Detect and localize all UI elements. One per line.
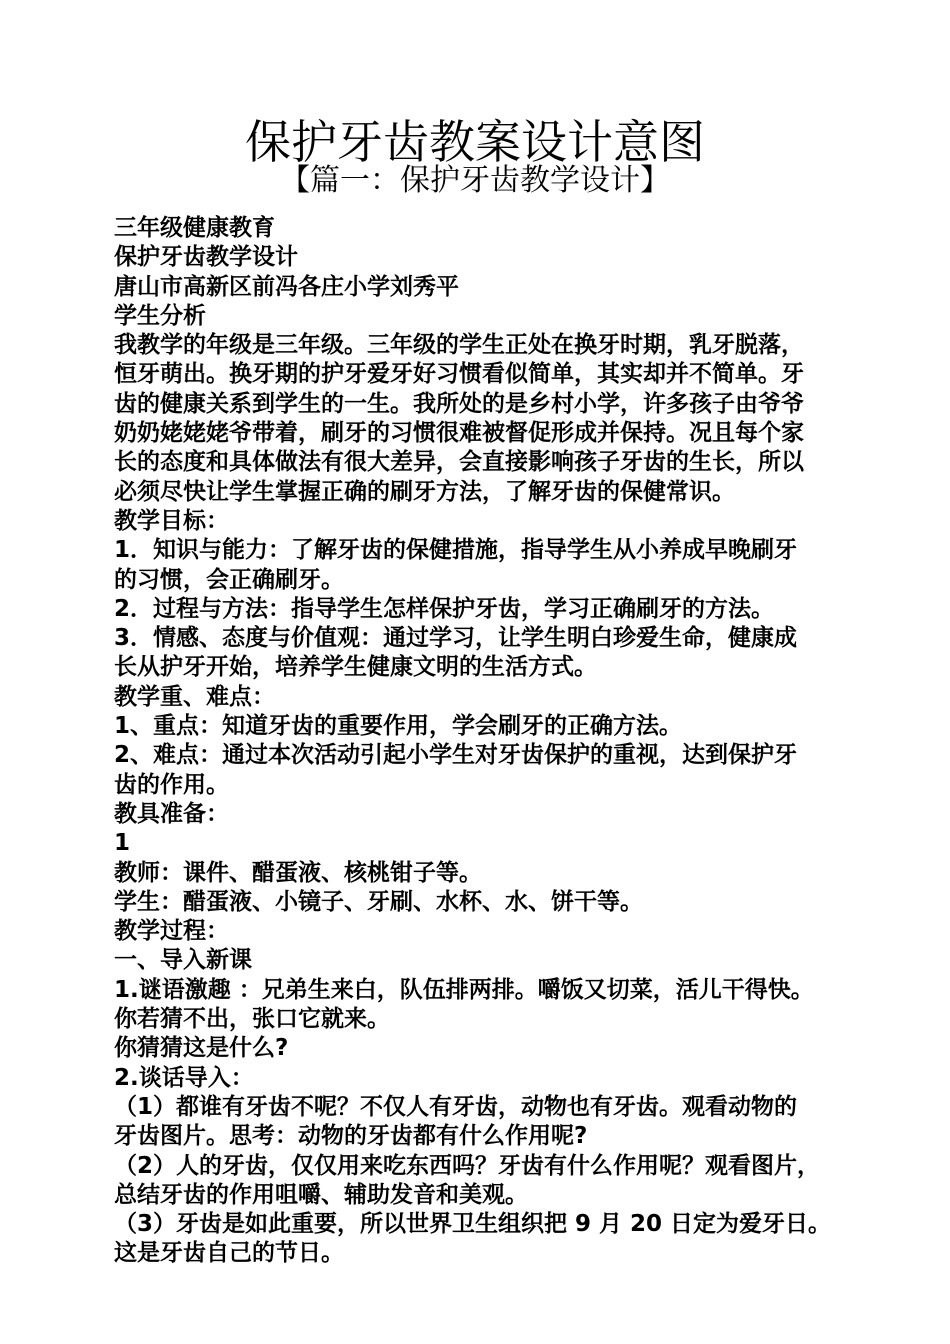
heading-conversation-intro: 2.谈话导入： <box>114 1064 254 1091</box>
goal-item: 3．情感、态度与价值观：通过学习，让学生明白珍爱生命，健康成 <box>114 625 798 652</box>
author-line: 唐山市高新区前冯各庄小学刘秀平 <box>114 273 459 300</box>
heading-teaching-goals: 教学目标： <box>114 507 229 534</box>
heading-design-title: 保护牙齿教学设计 <box>114 244 298 271</box>
goal-item-continued: 的习惯，会正确刷牙。 <box>114 566 344 593</box>
materials-teacher: 教师：课件、醋蛋液、核桃钳子等。 <box>114 859 482 886</box>
conversation-item: （1）都谁有牙齿不呢？不仅人有牙齿，动物也有牙齿。观看动物的 <box>114 1093 798 1120</box>
paragraph-line: 长的态度和具体做法有很大差异，会直接影响孩子牙齿的生长，所以 <box>114 449 804 476</box>
heading-teaching-process: 教学过程： <box>114 918 229 945</box>
conversation-item-continued: 这是牙齿自己的节日。 <box>114 1240 344 1267</box>
riddle-line: 1.谜语激趣 ：兄弟生来白，队伍排两排。嚼饭又切菜，活儿干得快。 <box>114 976 814 1003</box>
heading-key-points: 教学重、难点： <box>114 683 275 710</box>
document-body <box>114 214 844 1269</box>
paragraph-line: 奶奶姥姥姥爷带着，刷牙的习惯很难被督促形成并保持。况且每个家 <box>114 420 804 447</box>
key-point-item: 1、重点：知道牙齿的重要作用，学会刷牙的正确方法。 <box>114 713 683 740</box>
conversation-item: （2）人的牙齿，仅仅用来吃东西吗？牙齿有什么作用呢？观看图片， <box>114 1152 821 1179</box>
conversation-item-continued: 牙齿图片。思考：动物的牙齿都有什么作用呢? <box>114 1123 588 1150</box>
heading-introduction: 一、导入新课 <box>114 947 252 974</box>
riddle-line-continued: 你若猜不出，张口它就来。 <box>114 1006 390 1033</box>
paragraph-line: 必须尽快让学生掌握正确的刷牙方法，了解牙齿的保健常识。 <box>114 478 735 505</box>
key-point-item: 2、难点：通过本次活动引起小学生对牙齿保护的重视，达到保护牙 <box>114 742 798 769</box>
conversation-item: （3）牙齿是如此重要，所以世界卫生组织把 9 月 20 日定为爱牙日。 <box>114 1211 832 1238</box>
goal-item: 1．知识与能力：了解牙齿的保健措施，指导学生从小养成早晚刷牙 <box>114 537 798 564</box>
paragraph-line: 恒牙萌出。换牙期的护牙爱牙好习惯看似简单，其实却并不简单。牙 <box>114 361 804 388</box>
heading-student-analysis: 学生分析 <box>114 302 206 329</box>
heading-grade-health: 三年级健康教育 <box>114 215 275 241</box>
riddle-question: 你猜猜这是什么? <box>114 1035 289 1062</box>
document-title: 保护牙齿教案设计意图 <box>245 115 705 169</box>
heading-materials: 教具准备： <box>114 800 229 827</box>
materials-student: 学生：醋蛋液、小镜子、牙刷、水杯、水、饼干等。 <box>114 888 643 915</box>
conversation-item-continued: 总结牙齿的作用咀嚼、辅助发音和美观。 <box>114 1181 528 1208</box>
materials-number: 1 <box>114 830 131 857</box>
paragraph-line: 我教学的年级是三年级。三年级的学生正处在换牙时期，乳牙脱落， <box>114 332 804 359</box>
paragraph-line: 齿的健康关系到学生的一生。我所处的是乡村小学，许多孩子由爷爷 <box>114 390 804 417</box>
document-subtitle: 【篇一：保护牙齿教学设计】 <box>280 163 670 198</box>
key-point-item-continued: 齿的作用。 <box>114 771 229 798</box>
goal-item-continued: 长从护牙开始，培养学生健康文明的生活方式。 <box>114 654 597 681</box>
goal-item: 2．过程与方法：指导学生怎样保护牙齿，学习正确刷牙的方法。 <box>114 595 775 622</box>
